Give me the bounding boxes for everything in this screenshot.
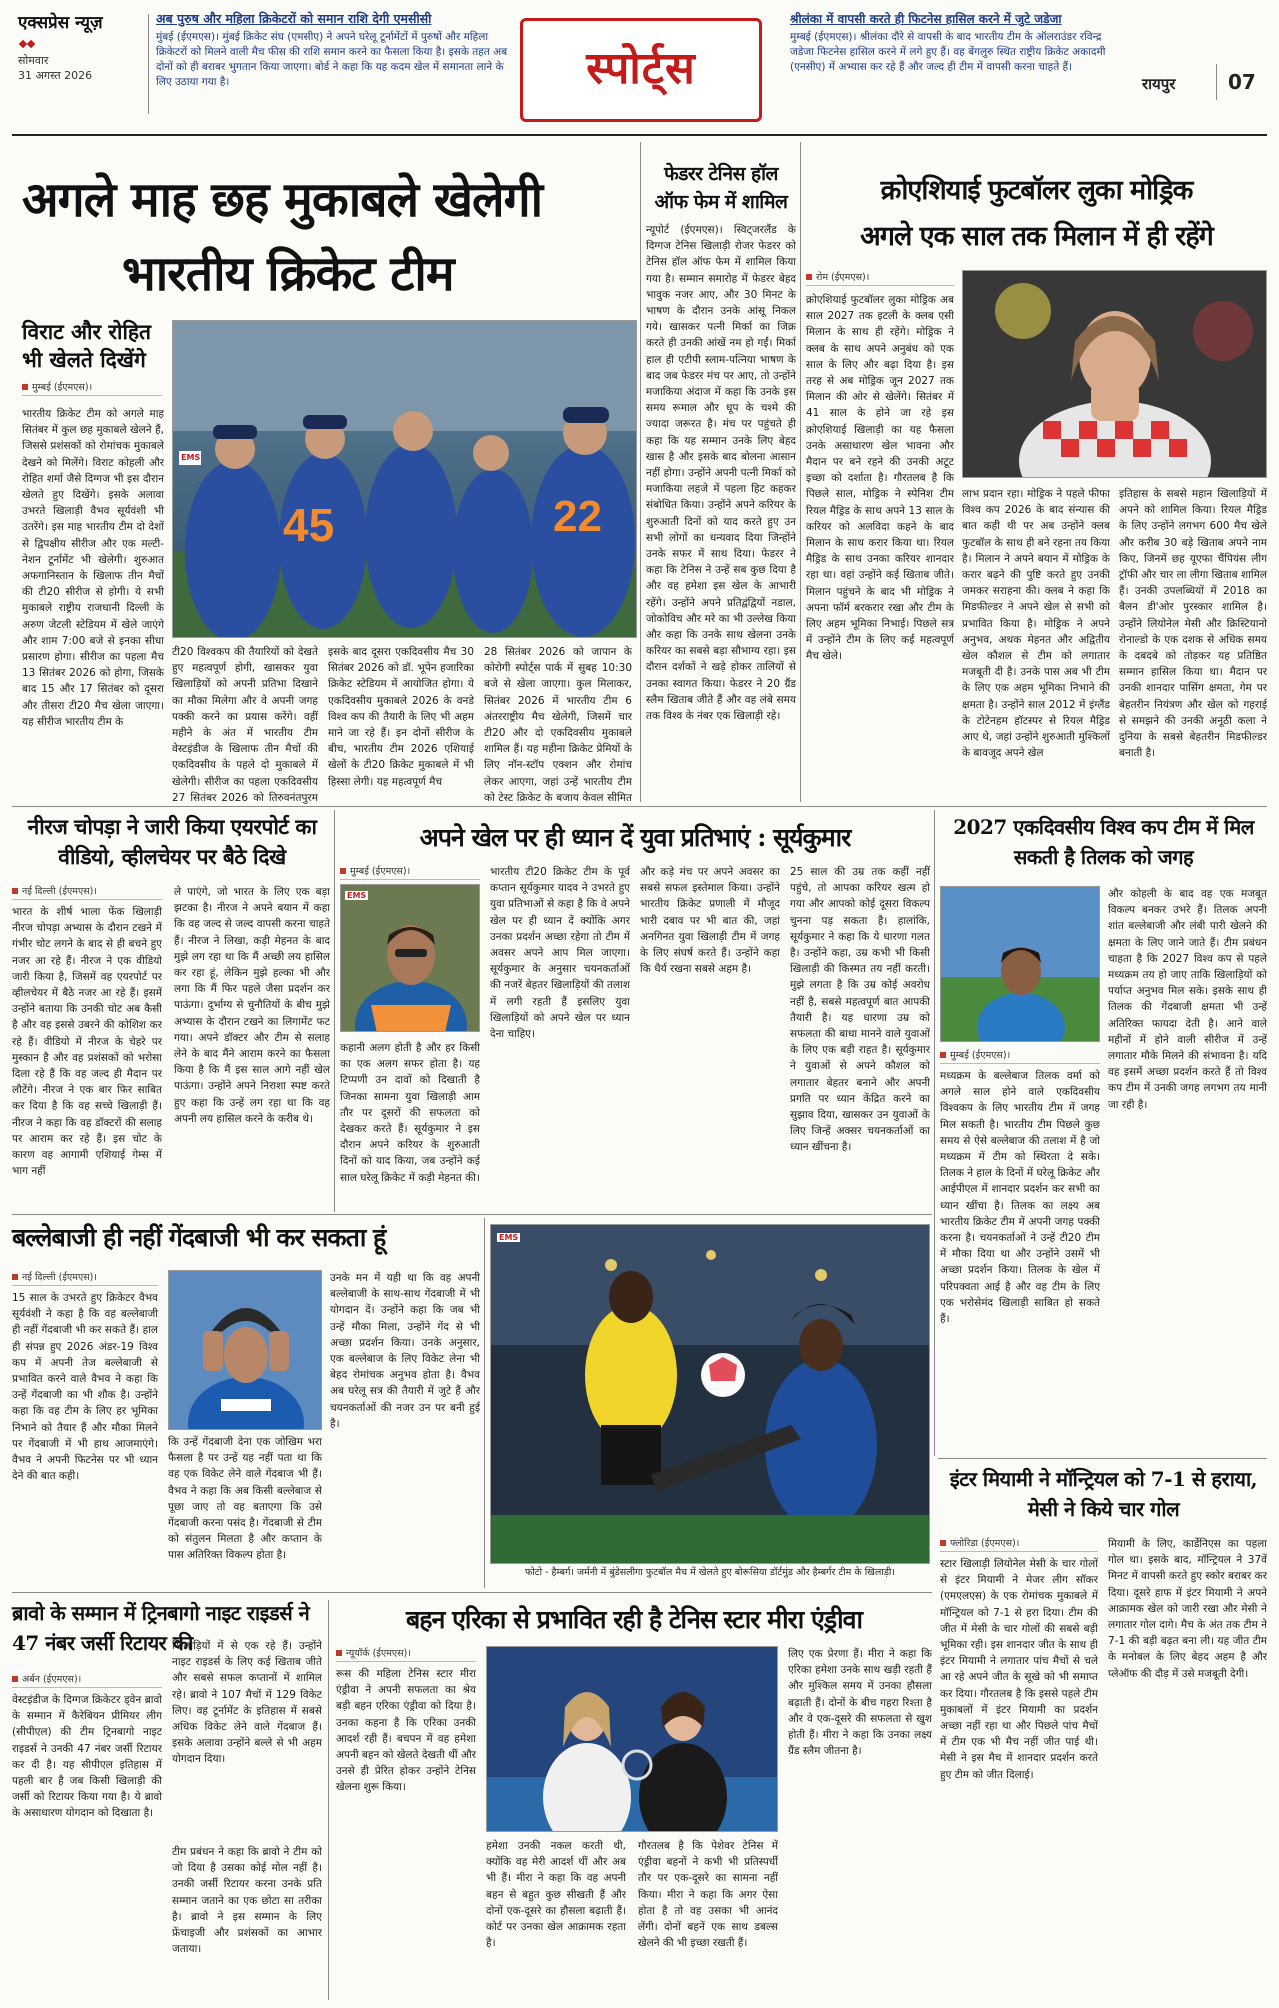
surya-body-col2: कहानी अलग होती है और हर किसी का एक अलग सफर होता है। यह टिप्पणी उन दावों को दिखाती है जिनका सामना युवा खिलाड़ी आम तौर पर दूसरों की सफलता को देखकर करते हैं। सूर्यकुमार ने इस दौरान अपने करियर के शुरुआती दिनों को याद किया, जब उन्होंने कई साल घरेलू क्रिकेट में कड़ी मेहनत की। bbox=[340, 1042, 480, 1184]
modric-illustration bbox=[963, 271, 1267, 478]
vaibhav-photo bbox=[168, 1270, 322, 1430]
brief-right-body: मुम्बई (ईएमएस)। श्रीलंका दौरे से वापसी के बाद भारतीय टीम के ऑलराउंडर रविन्द्र जडेजा फिटनेस हासिल करने में लगे हुए हैं। वह बेंगलुरु स्थित राष्ट्रीय क्रिकेट अकादमी (एनसीए) में अभ्यास कर रहे हैं और जल्द ही टीम में वापसी करना चाहते हैं। bbox=[790, 31, 1106, 73]
neeraj-body-col1: भारत के शीर्ष भाला फेंक खिलाड़ी नीरज चोपड़ा अभ्यास के दौरान टखने में गंभीर चोट लगने के बाद से ही बचने हुए नजर आ रहे हैं। नीरज ने एक वीडियो जारी किया है, जिसमें वह एयरपोर्ट पर व्हीलचेयर में बैठे नजर आ रहे हैं। इसमें उन्होंने बताया कि उनकी चोट अब कैसी है और वह इससे उबरने की कोशिश कर रहे हैं। वीडियो में नीरज के चेहरे पर मुस्कान है और वह प्रशंसकों को भरोसा दिला रहे हैं कि वह जल्द ही मैदान पर लौटेंगे। नीरज ने एक बार फिर साबित कर दिया है कि वह सच्चे खिलाड़ी हैं। नीरज ने कहा कि वह डॉक्टरों की सलाह पर आराम कर रहे हैं। इस चोट के कारण वह आगामी एशियाई गेम्स में भाग नहीं bbox=[12, 906, 162, 1178]
story-messi bbox=[940, 1464, 1267, 2004]
issue-date: 31 अगस्त 2026 bbox=[18, 69, 93, 82]
bravo-headline: ब्रावो के सम्मान में ट्रिनबागो नाइट राइडर्स ने 47 नंबर जर्सी रिटायर की bbox=[12, 1601, 310, 1655]
vaibhav-illustration bbox=[169, 1271, 322, 1430]
messi-body-col2: मियामी के लिए, कार्डेनिएस का पहला गोल था। इसके बाद, मॉन्ट्रियल ने 37वें मिनट में वापसी करते हुए स्कोर बराबर कर दिया। दूसरे हाफ में इंटर मियामी ने अपने आक्रामक खेल को जारी रखा और मेसी ने लगातार गोल दागे। मैच के अंत तक टीम ने 7-1 की बड़ी बढ़त बना ली। यह जीत टीम के मनोबल के लिए बेहद अहम है और प्लेऑफ की दौड़ में उसे मजबूती देगी। bbox=[1108, 1538, 1267, 1680]
neeraj-headline: नीरज चोपड़ा ने जारी किया एयरपोर्ट का वीडियो, व्हीलचेयर पर बैठे दिखे bbox=[27, 814, 317, 869]
andreeva-body-col2: हमेशा उनकी नकल करती थी, क्योंकि वह मेरी आदर्श थीं और अब भी हैं। मीरा ने कहा कि वह अपनी बहन से बहुत कुछ सीखती हैं और दोनों एक-दूसरे का हौसला बढ़ाती हैं। कोर्ट पर उनका खेल आक्रामक रहता है। bbox=[486, 1840, 626, 1950]
story-tilak bbox=[940, 812, 1267, 1452]
modric-body-col2: लाभ प्रदान रहा। मोड्रिक ने पहले फीफा विश्व कप 2026 के बाद संन्यास की बात कही थी पर अब उन्होंने क्लब फुटबॉल के साथ ही बने रहना तय किया है। मिलान ने अपने बयान में मोड्रिक के करार बढ़ने की पुष्टि करते हुए उनकी जमकर सराहना की। क्लब ने कहा कि मिडफील्डर ने अपने खेल से सभी को प्रभावित किया है। मोड्रिक ने अपने अनुभव, अथक मेहनत और अद्वितीय खेल कौशल से टीम को लगातार मजबूती दी है। उनके पास अब भी टीम के लिए एक अहम भूमिका निभाने की क्षमता है। उन्होंने साल 2012 में इंग्लैंड के टोटेनहम हॉटस्पर से रियल मैड्रिड आए थे, जहां उन्होंने शुरुआती मुश्किलों के बावजूद अपने खेल bbox=[962, 488, 1110, 760]
federer-body: न्यूपोर्ट (ईएमएस)। स्विट्जरलैंड के दिग्गज टेनिस खिलाड़ी रोजर फेडरर को टेनिस हॉल ऑफ फेम में शामिल किया गया है। सम्मान समारोह में फेडरर बेहद भावुक नजर आए, और 30 मिनट के भाषण के दौरान उनके आंसू निकल गये। खासकर पत्नी मिर्का का जिक्र करते ही उनकी आंखें नम हो गईं। मिर्का हाल ही एटीपी स्लाम-पत्निया भाषण के बाद जब फेडरर मंच पर आए, तो उन्होंने मजाकिया अंदाज में कहा कि उनके इस समय रूमाल और धूप के चश्मे की ज्यादा जरूरत है। मंच पर पहुंचते ही कहा कि यह सम्मान उनके लिए बेहद खास है और इसके बाद बोलना आसान नहीं होगा। उन्होंने अपनी पत्नी मिर्का को मजाकिया लहजे में पहला हिट कहकर संबोधित किया। उन्होंने अपने करियर के शुरुआती दिनों को याद करते हुए उन सभी लोगों का धन्यवाद दिया जिन्होंने उनके सफर में साथ दिया। फेडरर ने कहा कि टेनिस ने उन्हें सब कुछ दिया है और वह हमेशा इस खेल के आभारी रहेंगे। उन्होंने अपने प्रतिद्वंद्वियों नडाल, जोकोविच और मरे का भी उल्लेख किया और कहा कि उनके साथ खेलना उनके करियर का सबसे बड़ा सौभाग्य रहा। इस दौरान दर्शकों ने खड़े होकर तालियों से उनका स्वागत किया। फेडरर ने 20 ग्रैंड स्लैम खिताब जीते हैं और वह लंबे समय तक विश्व के नंबर एक खिलाड़ी रहे। bbox=[646, 224, 796, 723]
football-illustration bbox=[491, 1225, 930, 1564]
story1-body-col2: टी20 विश्वकप की तैयारियों को देखते हुए महत्वपूर्ण होगी, खासकर युवा खिलाड़ियों को अपनी प्रतिभा दिखाने का मौका मिलेगा और वे अपनी जगह पक्की करने का प्रयास करेंगे। वहीं महीने के अंत में भारतीय टीम वेस्टइंडीज के खिलाफ तीन मैचों की एकदिवसीय के पहले दो मुकाबले में खेलेगी। सीरीज का पहला एकदिवसीय 27 सितंबर 2026 को तिरुवनंतपुरम bbox=[172, 646, 318, 804]
federer-headline: फेडरर टेनिस हॉल ऑफ फेम में शामिल bbox=[654, 163, 788, 213]
tilak-body-col2: और कोहली के बाद वह एक मजबूत विकल्प बनकर उभरे हैं। तिलक अपनी शांत बल्लेबाजी और लंबी पारी खेलने की क्षमता के लिए जाने जाते हैं। टीम प्रबंधन चाहता है कि 2027 विश्व कप से पहले मध्यक्रम तय हो जाए ताकि खिलाड़ियों को पर्याप्त अनुभव मिल सके। इसके साथ ही तिलक की गेंदबाजी क्षमता भी उन्हें अतिरिक्त फायदा देती है। आने वाले महीनों में होने वाली सीरीज में उन्हें लगातार मौके मिलने की संभावना है। यदि वह इसमें अच्छा प्रदर्शन करते हैं तो विश्व कप टीम में उनकी जगह लगभग तय मानी जा रही है। bbox=[1108, 888, 1267, 1111]
brief-left-title: अब पुरुष और महिला क्रिकेटरों को समान राशि देगी एमसीसी bbox=[156, 11, 432, 26]
surya-body-col4: 25 साल की उम्र तक कहीं नहीं पहुंचे, तो आपका करियर खत्म हो गया और आपको कोई दूसरा विकल्प चुनना पड़ सकता है। हालांकि, सूर्यकुमार ने कहा कि ये धारणा गलत है। उन्होंने कहा, उम्र कभी भी किसी खिलाड़ी की किस्मत तय नहीं करती। मुझे लगता है कि उम्र कोई अवरोध नहीं है, सबसे महत्वपूर्ण बात आपकी तैयारी है। यह धारणा उम्र को सफलता की बाधा मानने वाले युवाओं के लिए एक बड़ी राहत है। सूर्यकुमार ने युवाओं से अपने कौशल को लगातार बेहतर बनाने और अपनी प्रगति पर ध्यान केंद्रित करने का सुझाव दिया, खासकर उन युवाओं के लिए जिन्हें अक्सर चयनकर्ताओं का ध्यान खींचना है। bbox=[790, 866, 930, 1154]
story-vaibhav bbox=[12, 1220, 480, 1580]
tilak-illustration bbox=[941, 887, 1100, 1042]
paper-logo bbox=[18, 10, 148, 102]
cricket-team-illustration bbox=[173, 321, 637, 638]
brief-left-body: मुंबई (ईएमएस)। मुंबई क्रिकेट संघ (एमसीए) ने अपने घरेलू टूर्नामेंटों में पुरुषों और महिला क्रिकेटरों को मिलने वाली मैच फीस की राशि समान करने का फैसला किया है। इसके तहत अब दोनों को ही बराबर भुगतान किया जाएगा। बोर्ड ने कहा कि यह कदम खेल में समानता लाने के लिए उठाया गया है। bbox=[156, 31, 508, 88]
story-neeraj bbox=[12, 812, 332, 1212]
modric-dateline: रोम (ईएमएस)। bbox=[806, 270, 954, 286]
vaibhav-body-col1: 15 साल के उभरते हुए क्रिकेटर वैभव सूर्यवंशी ने कहा है कि वह बल्लेबाजी ही नहीं गेंदबाजी भी कर सकते हैं। हाल ही संपन्न हुए 2026 अंडर-19 विश्व कप में अपनी तेज बल्लेबाजी से प्रभावित करने वाले वैभव ने कहा कि उन्हें गेंदबाजी का भी शौक है। उन्होंने कहा कि वह टीम के लिए हर भूमिका निभाने को तैयार हैं और मौका मिलने पर गेंदबाजी में भी हाथ आजमाएंगे। वैभव ने अपनी फिटनेस पर भी ध्यान देने की बात कही। bbox=[12, 1292, 158, 1483]
messi-body-col1: स्टार खिलाड़ी लियोनेल मेसी के चार गोलों से इंटर मियामी ने मेजर लीग सॉकर (एमएलएस) के एक रोमांचक मुकाबले में मॉन्ट्रियल को 7-1 से हरा दिया। टीम की जीत में मेसी के चार गोलों की सबसे बड़ी भूमिका रही। इस शानदार जीत के साथ ही इंटर मियामी ने लगातार पांच मैचों से चले आ रहे अपने जीत के सूखे को भी समाप्त कर दिया। गौरतलब है कि इससे पहले टीम मुकाबलों में इंटर मियामी का प्रदर्शन अच्छा नहीं रहा था और पिछले पांच मैचों में टीम एक भी मैच नहीं जीत पाई थी। मेसी ने इस मैच में शानदार प्रदर्शन करते हुए टीम को जीत दिलाई। bbox=[940, 1558, 1098, 1781]
suryakumar-photo bbox=[340, 884, 480, 1032]
vaibhav-dateline: नई दिल्ली (ईएमएस)। bbox=[12, 1270, 158, 1286]
story1-headline-line1: अगले माह छह मुकाबले खेलेगी bbox=[22, 172, 543, 228]
surya-headline: अपने खेल पर ही ध्यान दें युवा प्रतिभाएं : सूर्यकुमार bbox=[419, 823, 851, 852]
andreeva-headline: बहन एरिका से प्रभावित रही है टेनिस स्टार मीरा एंड्रीवा bbox=[405, 1605, 863, 1634]
messi-dateline: फ्लोरिडा (ईएमएस)। bbox=[940, 1536, 1098, 1552]
story-cricket-schedule bbox=[12, 140, 637, 804]
andreeva-body-col3: गौरतलब है कि पेशेवर टेनिस में एंड्रीवा बहनों ने कभी भी प्रतिस्पर्धी तौर पर एक-दूसरे का सामना नहीं किया। मीरा ने कहा कि अगर ऐसा होता है तो वह उसका भी आनंद लेंगी। दोनों बहनें एक साथ डबल्स खेलने की भी इच्छा रखती हैं। bbox=[638, 1840, 778, 1950]
andreeva-dateline: न्यूयॉर्क (ईएमएस)। bbox=[336, 1646, 476, 1662]
football-photo bbox=[490, 1224, 930, 1564]
story-federer bbox=[646, 160, 796, 800]
tilak-photo bbox=[940, 886, 1100, 1042]
bravo-body-col2: खिलाड़ियों में से एक रहे हैं। उन्होंने नाइट राइडर्स के लिए कई खिताब जीते और सबसे सफल कप्तानों में शामिल रहे। ब्रावो ने 107 मैचों में 129 विकेट लिए। वह टूर्नामेंट के इतिहास में सबसे अधिक विकेट लेने वाले गेंदबाज हैं। इसके अलावा उन्होंने बल्ले से भी अहम योगदान दिया। bbox=[172, 1640, 322, 1766]
surya-dateline: मुम्बई (ईएमएस)। bbox=[340, 864, 480, 880]
issue-day: सोमवार bbox=[18, 54, 49, 67]
football-photo-caption: फोटो - हैम्बर्ग। जर्मनी में बुंडेसलीगा फुटबॉल मैच में खेलते हुए बोरूसिया डॉर्टमुंड और हैम्बर्गर टीम के खिलाड़ी। bbox=[525, 1567, 895, 1578]
vaibhav-headline: बल्लेबाजी ही नहीं गेंदबाजी भी कर सकता हूं bbox=[12, 1223, 386, 1252]
story-modric bbox=[806, 160, 1267, 800]
story1-headline-line2: भारतीय क्रिकेट टीम bbox=[122, 246, 454, 302]
masthead bbox=[0, 0, 1279, 132]
section-title: स्पोर्ट्स bbox=[586, 43, 696, 94]
modric-body-col1: क्रोएशियाई फुटबॉलर लुका मोड्रिक अब साल 2027 तक इटली के क्लब एसी मिलान के साथ ही रहेंगे। मोड्रिक ने क्लब के साथ अपने अनुबंध को एक साल के लिए और बढ़ा दिया है। इस तरह से अब मोड्रिक जून 2027 तक मिलान की ओर से खेलेंगे। सितंबर में 41 साल के होने जा रहे इस क्रोएशियाई खिलाड़ी का यह फैसला उनके असाधारण खेल भावना और मैदान पर बने रहने की उनकी अटूट इच्छा को दर्शाता है। गौरतलब है कि पिछले साल, मोड्रिक ने स्पेनिश टीम रियल मैड्रिड के साथ अपने 13 साल के करियर को अलविदा कहने के बाद मिलान के साथ करार किया था। रियल मैड्रिड के साथ उनका करियर शानदार रहा था। वहां उन्होंने कई खिताब जीते। मिलान पहुंचने के बाद भी मोड्रिक ने अपना फॉर्म बरकरार रखा और टीम के लिए अहम भूमिका निभाई। पिछले सत्र में उन्होंने टीम के लिए कई महत्वपूर्ण मैच खेले। bbox=[806, 294, 954, 663]
andreeva-body-col1: रूस की महिला टेनिस स्टार मीरा एंड्रीवा ने अपनी सफलता का श्रेय बड़ी बहन एरिका एंड्रीवा को दिया है। उनका कहना है कि एरिका उनकी आदर्श रही हैं। बचपन में वह हमेशा अपनी बहन को खेलते देखती थीं और उनसे ही प्रेरित होकर उन्होंने टेनिस खेलना शुरू किया। bbox=[336, 1668, 476, 1794]
tilak-dateline: मुम्बई (ईएमएस)। bbox=[940, 1048, 1100, 1064]
svg-text:45: 45 bbox=[283, 499, 335, 551]
tilak-body-col1: मध्यक्रम के बल्लेबाज तिलक वर्मा को अगले साल होने वाले एकदिवसीय विश्वकप के लिए भारतीय टीम में जगह मिल सकती है। भारतीय टीम पिछले कुछ समय से ऐसे बल्लेबाज की तलाश में है जो मध्यक्रम में टीम को स्थिरता दे सके। तिलक ने हाल के दिनों में घरेलू क्रिकेट और आईपीएल में शानदार प्रदर्शन कर सभी का ध्यान खींचा है। तिलक का लक्ष्य अब भारतीय क्रिकेट टीम में अपनी जगह पक्की करना है। चयनकर्ताओं ने उन्हें टी20 टीम में मौका दिया था और उन्होंने उसमें भी अच्छा प्रदर्शन किया। तिलक के खेल में परिपक्वता आई है और वह टीम के लिए एक भरोसेमंद खिलाड़ी साबित हो सकते हैं। bbox=[940, 1070, 1100, 1326]
page-number: 07 bbox=[1228, 70, 1256, 94]
neeraj-dateline: नई दिल्ली (ईएमएस)। bbox=[12, 884, 162, 900]
city-name: रायपुर bbox=[1142, 75, 1176, 93]
vaibhav-body-col3: उनके मन में यही था कि वह अपनी बल्लेबाजी के साथ-साथ गेंदबाजी में भी योगदान दें। उन्होंने कहा कि जब भी उन्हें मौका मिला, उन्होंने गेंद से भी अच्छा प्रदर्शन किया। उनके अनुसार, एक बल्लेबाज के लिए विकेट लेना भी बेहद रोमांचक अनुभव होता है। वैभव अब घरेलू सत्र की तैयारी में जुटे हैं और चयनकर्ताओं की नजर उन पर बनी हुई है। bbox=[330, 1272, 480, 1430]
story-suryakumar bbox=[340, 812, 930, 1212]
logo-mark-icon bbox=[20, 39, 36, 49]
paper-name: एक्सप्रेस न्यूज़ bbox=[18, 13, 103, 33]
andreeva-illustration bbox=[487, 1647, 778, 1832]
photo-agency-tag: EMS bbox=[181, 453, 201, 462]
photo-agency-tag: EMS bbox=[499, 1233, 519, 1242]
surya-body-col1: भारतीय टी20 क्रिकेट टीम के पूर्व कप्तान सूर्यकुमार यादव ने उभरते हुए युवा प्रतिभाओं से कहा है कि वे अपने खेल पर ही ध्यान दें क्योंकि अगर उनका प्रदर्शन अच्छा रहेगा तो टीम में अवसर अपने आप मिल जाएगा। सूर्यकुमार के अनुसार चयनकर्ताओं की नजरें बेहतर खिलाड़ियों की तलाश में लगी रहती हैं इसलिए युवा खिलाड़ियों को अपने खेल पर ध्यान देना चाहिए। bbox=[490, 866, 630, 1041]
vaibhav-body-col2: कि उन्हें गेंदबाजी देना एक जोखिम भरा फैसला है पर उन्हें यह नहीं पता था कि वह एक विकेट लेने वाले गेंदबाज भी हैं। वैभव ने कहा कि अब किसी बल्लेबाज से पूछा जाए तो वह बताएगा कि उसे गेंदबाजी करना पसंद है। गेंदबाजी से टीम को संतुलन मिलता है और कप्तान के पास अतिरिक्त विकल्प होता है। bbox=[168, 1436, 322, 1562]
suryakumar-illustration bbox=[341, 885, 480, 1032]
brief-right bbox=[790, 10, 1112, 116]
tilak-headline: 2027 एकदिवसीय विश्व कप टीम में मिल सकती है तिलक को जगह bbox=[953, 815, 1254, 869]
modric-photo bbox=[962, 270, 1267, 478]
story-bravo bbox=[12, 1598, 342, 2002]
story-andreeva bbox=[336, 1598, 932, 2002]
story1-body-col1: भारतीय क्रिकेट टीम को अगले माह सितंबर में कुल छह मुकाबले खेलने हैं, जिससे प्रशंसकों को रोमांचक मुकाबले देखने को मिलेंगे। विराट कोहली और रोहित शर्मा जैसे दिग्गज भी इस दौरान खेलते हुए दिखेंगे। इसके अलावा उभरते खिलाड़ी वैभव सूर्यवंशी भी उतरेंगे। इस माह भारतीय टीम दो देशों से द्विपक्षीय सीरीज और एक मल्टी-नेशन टूर्नामेंट भी खेलेगी। शुरुआत अफगानिस्तान के खिलाफ तीन मैचों की टी20 सीरीज से होगी। ये सभी मुकाबले राष्ट्रीय राजधानी दिल्ली के अरुण जेटली स्टेडियम में खेले जाएंगे और शाम 7:00 बजे से इनका सीधा प्रसारण होगा। सीरीज का पहला मैच 13 सितंबर 2026 को होगा, जिसके बाद 15 और 17 सितंबर को दूसरा और तीसरा टी20 मैच खेला जाएगा। यह सीरीज भारतीय टीम के bbox=[22, 408, 164, 728]
section-banner bbox=[520, 18, 762, 122]
bravo-body-col1: वेस्टइंडीज के दिग्गज क्रिकेटर ड्वेन ब्रावो के सम्मान में कैरेबियन प्रीमियर लीग (सीपीएल) की टीम ट्रिनबागो नाइट राइडर्स ने उनकी 47 नंबर जर्सी रिटायर कर दी है। यह सीपीएल इतिहास में पहली बार है जब किसी खिलाड़ी की जर्सी को रिटायर किया गया है। ये ब्रावो के असाधारण योगदान को दिखाता है। bbox=[12, 1694, 162, 1820]
modric-headline-line1: क्रोएशियाई फुटबॉलर लुका मोड्रिक bbox=[880, 175, 1193, 206]
bravo-dateline: अर्बन (ईएमएस)। bbox=[12, 1672, 162, 1688]
story1-body-col3: इसके बाद दूसरा एकदिवसीय मैच 30 सितंबर 2026 को डॉ. भूपेन हजारिका क्रिकेट स्टेडियम में आयोजित होगा। ये एकदिवसीय मुकाबले 2026 के वनडे विश्व कप की तैयारी के लिए भी अहम माने जा रहे हैं। इन दोनों सीरीज के बीच, भारतीय टीम 2026 एशियाई खेलों के टी20 क्रिकेट मुकाबले में भी हिस्सा लेगी। यह महत्वपूर्ण मैच bbox=[328, 646, 474, 788]
brief-right-title: श्रीलंका में वापसी करते ही फिटनेस हासिल करने में जुटे जडेजा bbox=[790, 12, 1062, 26]
andreeva-photo bbox=[486, 1646, 778, 1832]
neeraj-body-col2: ले पाएंगे, जो भारत के लिए एक बड़ा झटका है। नीरज ने अपने बयान में कहा कि वह जल्द से जल्द वापसी करना चाहते हैं। नीरज ने लिखा, कड़ी मेहनत के बाद मुझे लग रहा था कि मैं अच्छी लय हासिल कर रहा हूं, लेकिन मुझे हल्का भी और लगा कि मैं फिर पहले जैसा प्रदर्शन कर पाऊंगा। दुर्भाग्य से चुनौतियों के बीच मुझे अभ्यास के दौरान टखने का लिगामेंट फट गया। अपने डॉक्टर और टीम से सलाह लेने के बाद मैंने आराम करने का फैसला किया है कि मैं इस साल आगे नहीं खेल पाऊंगा। उन्होंने अपने निराशा स्पष्ट करते हुए कहा कि उन्हें लग रहा था कि वह अपनी लय हासिल करने के करीब थे। bbox=[174, 886, 330, 1125]
brief-left bbox=[156, 10, 508, 116]
andreeva-body-col4: लिए एक प्रेरणा हैं। मीरा ने कहा कि एरिका हमेशा उनके साथ खड़ी रहती हैं और मुश्किल समय में उनका हौसला बढ़ाती हैं। दोनों के बीच गहरा रिश्ता है और वे एक-दूसरे की सफलता से खुश होती हैं। मीरा ने कहा कि उनका लक्ष्य ग्रैंड स्लैम जीतना है। bbox=[788, 1648, 932, 1758]
surya-body-col3b: और कड़े मंच पर अपने अवसर का सबसे सफल इस्तेमाल किया। उन्होंने भारतीय क्रिकेट प्रणाली में मौजूद भारी दबाव पर भी बात की, जहां अनगिनत युवा खिलाड़ी टीम में जगह के लिए संघर्ष करते हैं। उन्होंने कहा कि धैर्य रखना सबसे अहम है। bbox=[640, 866, 780, 976]
story1-subhead: विराट और रोहित भी खेलते दिखेंगे bbox=[22, 319, 152, 372]
messi-headline: इंटर मियामी ने मॉन्ट्रियल को 7-1 से हराया, मेसी ने किये चार गोल bbox=[949, 1467, 1258, 1521]
modric-body-col3: इतिहास के सबसे महान खिलाड़ियों में अपने को शामिल किया। रियल मैड्रिड के लिए उन्होंने लगभग 600 मैच खेले और करीब 30 बड़े खिताब अपने नाम किए, जिनमें छह यूएफा चैंपियंस लीग ट्रॉफी और चार ला लीगा खिताब शामिल हैं। उनकी उपलब्धियों में 2018 का बैलन डी'ओर पुरस्कार शामिल है। उन्होंने लियोनेल मेसी और क्रिस्टियानो रोनाल्डो के एक दशक से अधिक समय के दबदबे को तोड़कर यह प्रतिष्ठित सम्मान हासिल किया था। मैदान पर उनकी शानदार पासिंग क्षमता, गेम पर बेहतरीन नियंत्रण और खेल को गहराई से समझने की उनकी अनूठी कला ने दुनिया के सबसे बेहतरीन मिडफील्डर बनाती है। bbox=[1119, 488, 1267, 760]
story1-dateline: मुम्बई (ईएमएस)। bbox=[22, 380, 162, 396]
photo-agency-tag: EMS bbox=[347, 891, 367, 900]
bravo-body-col3: टीम प्रबंधन ने कहा कि ब्रावो ने टीम को जो दिया है उसका कोई मोल नहीं है। उनकी जर्सी रिटायर करना उनके प्रति सम्मान जताने का एक छोटा सा तरीका है। ब्रावो ने इस सम्मान के लिए फ्रेंचाइजी और प्रशंसकों का आभार जताया। bbox=[172, 1846, 322, 1956]
cricket-team-photo bbox=[172, 320, 637, 638]
modric-headline-line2: अगले एक साल तक मिलान में ही रहेंगे bbox=[860, 221, 1213, 252]
svg-text:22: 22 bbox=[553, 492, 602, 541]
story1-body-col4: 28 सितंबर 2026 को जापान के कोरोगी स्पोर्ट्स पार्क में सुबह 10:30 बजे से खेला जाएगा। कुल मिलाकर, सितंबर 2026 में भारतीय टीम 6 अंतरराष्ट्रीय मैच खेलेगी, जिसमें चार टी20 और दो एकदिवसीय मुकाबले शामिल हैं। यह महीना क्रिकेट प्रेमियों के लिए नॉन-स्टॉप एक्शन और रोमांच लेकर आएगा, जहां उन्हें भारतीय टीम को टेस्ट क्रिकेट के बजाय केवल सीमित bbox=[484, 646, 632, 804]
